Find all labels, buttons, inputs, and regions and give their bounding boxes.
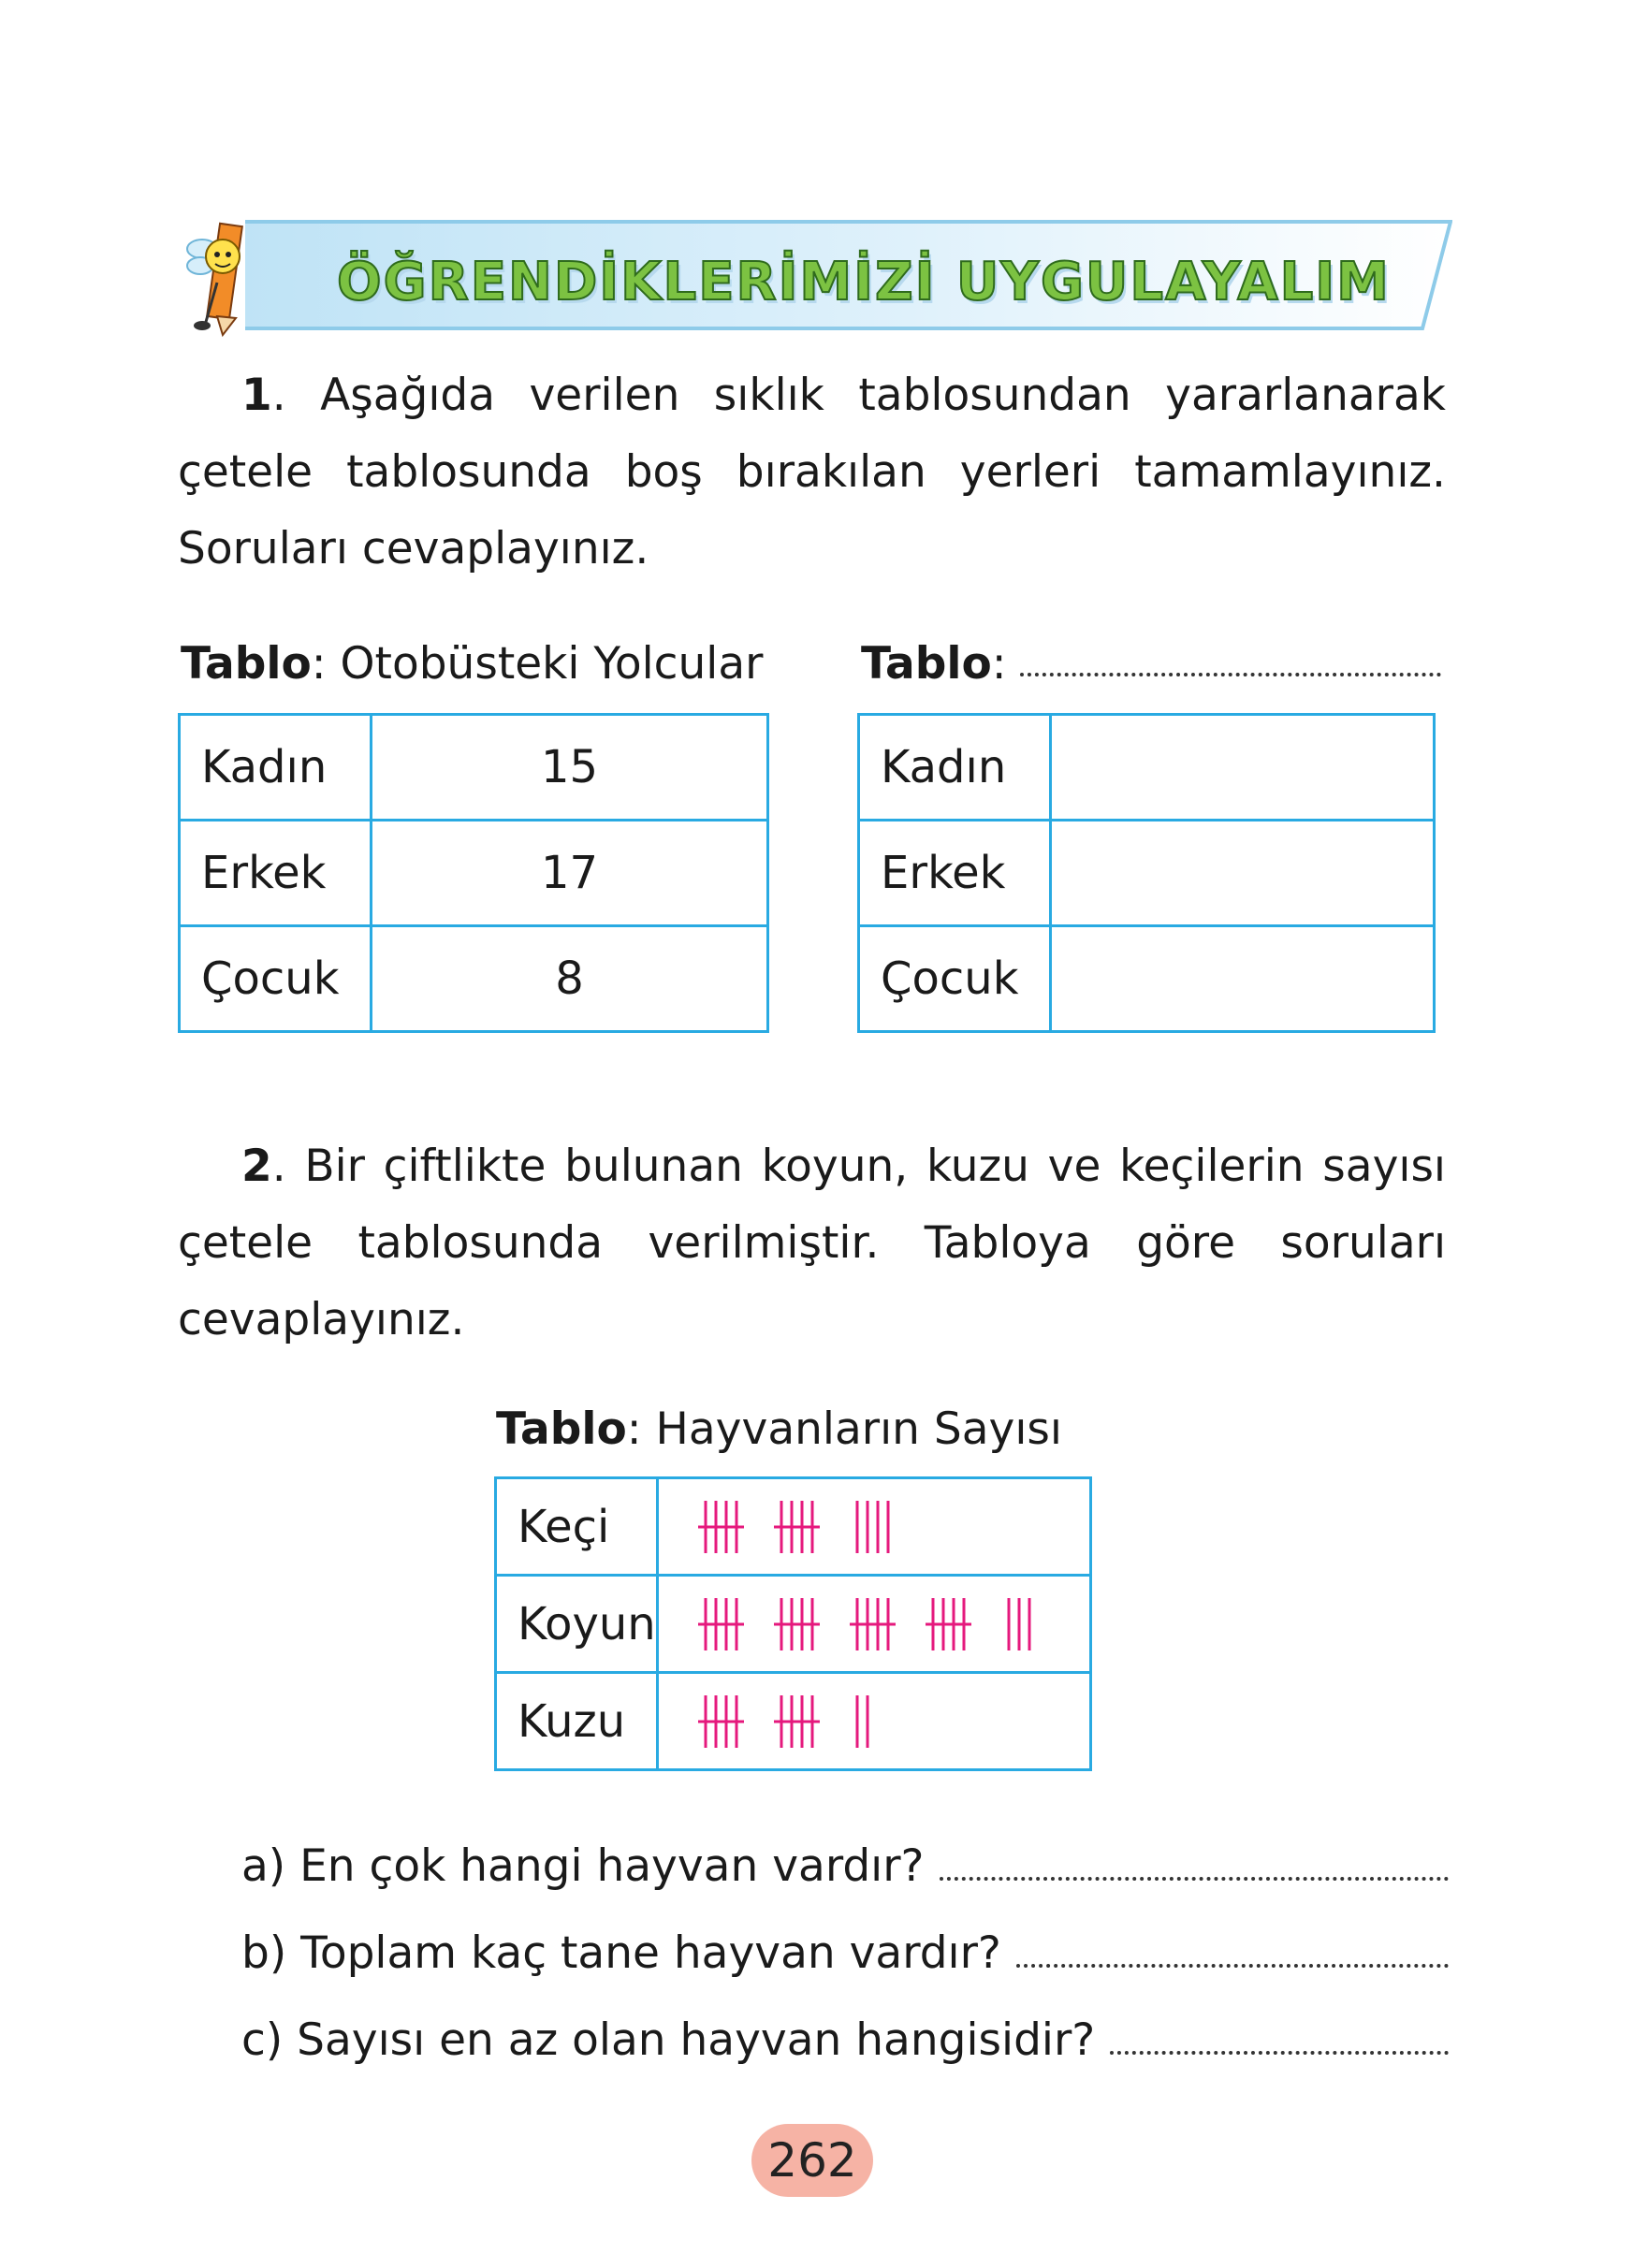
tally-table-blank (857, 713, 1436, 1033)
tally-marks (659, 1684, 1089, 1759)
row-label: Erkek (180, 821, 372, 926)
answer-line-c[interactable] (1110, 2051, 1449, 2055)
bee-pencil-icon (174, 217, 263, 339)
tally-marks (659, 1490, 1089, 1564)
answer-cell[interactable] (1051, 821, 1435, 926)
row-label: Kadın (859, 715, 1051, 821)
answer-cell[interactable] (1051, 926, 1435, 1032)
row-value: 17 (372, 821, 768, 926)
question-2-body: . Bir çiftlikte bulunan koyun, kuzu ve keçilerin sayısı çetele tablosunda verilmiştir. Tabloya göre soruları cevaplayınız. (178, 1141, 1446, 1345)
table-row (180, 821, 768, 926)
row-label: Erkek (859, 821, 1051, 926)
frequency-table (178, 713, 769, 1033)
answer-cell[interactable] (1051, 715, 1435, 821)
question-a: a) En çok hangi hayvan vardır? (241, 1826, 1449, 1892)
table-row (859, 926, 1435, 1032)
question-2-number: 2 (241, 1141, 272, 1192)
answer-line-a[interactable] (940, 1877, 1450, 1881)
question-1-body: . Aşağıda verilen sıklık tablosundan yararlanarak çetele tablosunda boş bırakılan yerleri tamamlayınız. Soruları cevaplayınız. (178, 370, 1446, 574)
row-label: Çocuk (180, 926, 372, 1032)
row-value: 15 (372, 715, 768, 821)
tally-cell (657, 1576, 1090, 1673)
table-row (859, 715, 1435, 821)
question-1-number: 1 (241, 370, 272, 421)
row-value: 8 (372, 926, 768, 1032)
page-number: 262 (751, 2124, 873, 2197)
table-row (180, 926, 768, 1032)
page-title: ÖĞRENDİKLERİMİZİ UYGULAYALIM (337, 252, 1391, 313)
table-row (496, 1478, 1091, 1576)
table-row (496, 1576, 1091, 1673)
row-label: Çocuk (859, 926, 1051, 1032)
tally-cell (657, 1478, 1090, 1576)
table-3-caption: Tablo: Hayvanların Sayısı (496, 1403, 1062, 1455)
table-row (180, 715, 768, 821)
animal-tally-table (494, 1476, 1092, 1771)
table-1-caption: Tablo: Otobüsteki Yolcular (181, 638, 764, 690)
table-row (496, 1673, 1091, 1770)
row-label: Kuzu (496, 1673, 658, 1770)
question-2-text (178, 1128, 1446, 1359)
table-2-caption: Tablo : (861, 638, 1441, 690)
row-label: Keçi (496, 1478, 658, 1576)
table-2-caption-blank[interactable] (1020, 673, 1441, 676)
table-row (859, 821, 1435, 926)
row-label: Kadın (180, 715, 372, 821)
tally-marks (659, 1587, 1089, 1662)
question-1-text (178, 357, 1446, 588)
row-label: Koyun (496, 1576, 658, 1673)
question-c: c) Sayısı en az olan hayvan hangisidir? (241, 2000, 1449, 2066)
answer-line-b[interactable] (1016, 1964, 1449, 1968)
tally-cell (657, 1673, 1090, 1770)
question-b: b) Toplam kaç tane hayvan vardır? (241, 1913, 1449, 1979)
